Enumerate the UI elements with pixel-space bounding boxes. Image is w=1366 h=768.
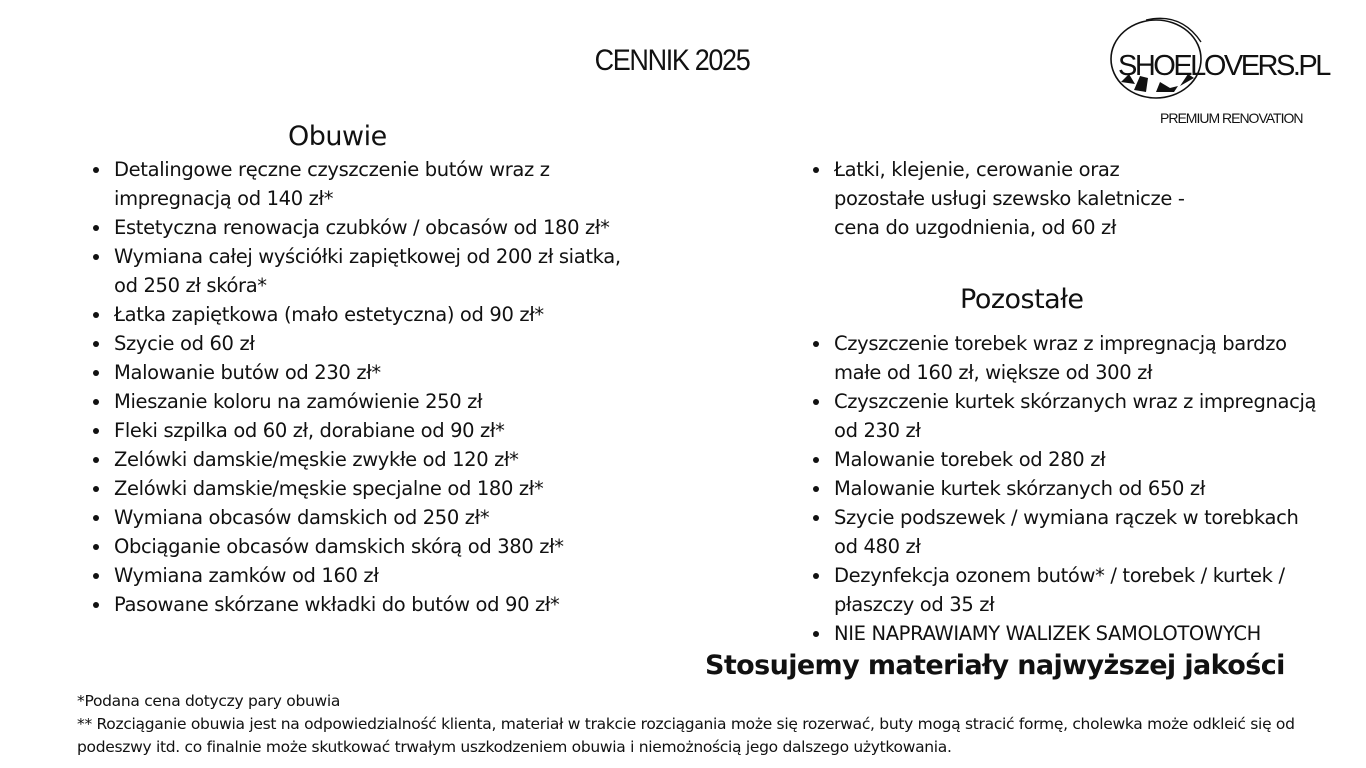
list-item: NIE NAPRAWIAMY WALIZEK SAMOLOTOWYCH xyxy=(807,619,1317,648)
list-item: Detalingowe ręczne czyszczenie butów wraz z impregnacją od 140 zł* xyxy=(87,155,647,213)
list-item: Łatka zapiętkowa (mało estetyczna) od 90 zł* xyxy=(87,300,647,329)
list-item: Malowanie butów od 230 zł* xyxy=(87,358,647,387)
quality-slogan: Stosujemy materiały najwyższej jakości xyxy=(705,650,1285,681)
logo-brand-text: SHOELOVERS.PL xyxy=(1118,50,1329,82)
footnote-price-per-pair: *Podana cena dotyczy pary obuwia xyxy=(77,692,341,710)
list-item: Malowanie torebek od 280 zł xyxy=(807,445,1317,474)
list-item: Czyszczenie torebek wraz z impregnacją bardzo małe od 160 zł, większe od 300 zł xyxy=(807,329,1317,387)
list-item: Łatki, klejenie, cerowanie oraz pozostałe usługi szewsko kaletnicze - cena do uzgodnienia, od 60 zł xyxy=(807,155,1207,242)
shoes-price-list xyxy=(87,155,647,619)
page-title: CENNIK 2025 xyxy=(594,44,750,77)
list-item: Zelówki damskie/męskie specjalne od 180 zł* xyxy=(87,474,647,503)
footnotes xyxy=(77,690,1317,759)
list-item: Szycie podszewek / wymiana rączek w torebkach od 480 zł xyxy=(807,503,1317,561)
other-price-list xyxy=(807,329,1317,648)
list-item: Czyszczenie kurtek skórzanych wraz z impregnacją od 230 zł xyxy=(807,387,1317,445)
list-item: Malowanie kurtek skórzanych od 650 zł xyxy=(807,474,1317,503)
section-title-shoes: Obuwie xyxy=(288,121,387,152)
list-item: Zelówki damskie/męskie zwykłe od 120 zł* xyxy=(87,445,647,474)
list-item: Wymiana zamków od 160 zł xyxy=(87,561,647,590)
list-item: Fleki szpilka od 60 zł, dorabiane od 90 zł* xyxy=(87,416,647,445)
misc-services-list xyxy=(807,155,1207,242)
section-title-other: Pozostałe xyxy=(960,284,1084,315)
list-item: Mieszanie koloru na zamówienie 250 zł xyxy=(87,387,647,416)
shoelovers-logo xyxy=(1106,12,1356,132)
list-item: Obciąganie obcasów damskich skórą od 380 zł* xyxy=(87,532,647,561)
list-item: Pasowane skórzane wkładki do butów od 90 zł* xyxy=(87,590,647,619)
list-item: Estetyczna renowacja czubków / obcasów od 180 zł* xyxy=(87,213,647,242)
list-item: Dezynfekcja ozonem butów* / torebek / kurtek / płaszczy od 35 zł xyxy=(807,561,1317,619)
logo-tagline: PREMIUM RENOVATION xyxy=(1160,110,1303,126)
footnote-stretching-disclaimer: ** Rozciąganie obuwia jest na odpowiedzialność klienta, materiał w trakcie rozciągania może się rozerwać, buty mogą stracić formę, cholewka może odkleić się od podeszwy itd. co finalnie może skutkować trwałym uszkodzeniem obuwia i niemożnością jego dalszego użytkowania. xyxy=(77,715,1295,756)
list-item: Wymiana obcasów damskich od 250 zł* xyxy=(87,503,647,532)
list-item: Wymiana całej wyściółki zapiętkowej od 200 zł siatka, od 250 zł skóra* xyxy=(87,242,647,300)
list-item: Szycie od 60 zł xyxy=(87,329,647,358)
